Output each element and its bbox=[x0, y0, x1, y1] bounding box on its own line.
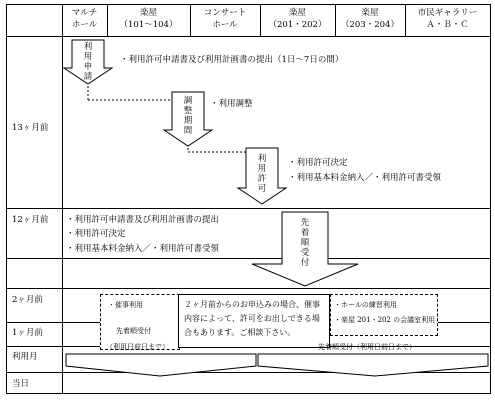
consult-note: ２ヶ月前からのお申込みの場合、催事内容によって、許可をお出しできる場合もあります。ご相談下さい。 bbox=[184, 300, 320, 337]
permit-text-2: ・利用基本料金納入／・利用許可書受領 bbox=[288, 173, 442, 183]
practice-use-line-2: ・楽屋 201・202 の会議室利用 bbox=[334, 316, 436, 324]
adjust-text: ・利用調整 bbox=[210, 99, 253, 109]
right-final-arrow bbox=[258, 354, 488, 376]
row-label-today: 当日 bbox=[12, 379, 30, 389]
month12-line-3: ・利用基本料金納入／・利用許可書受領 bbox=[66, 244, 220, 254]
month12-line-2: ・利用許可決定 bbox=[66, 229, 126, 239]
header-green-room-101: 楽屋 （101〜104） bbox=[119, 8, 178, 30]
header-citizen-gallery: 市民ギャラリー Ａ・Ｂ・Ｃ bbox=[417, 8, 478, 30]
apply-text: ・利用許可申請書及び利用計画書の提出（1日〜7日の間） bbox=[120, 55, 344, 65]
left-final-arrow bbox=[66, 354, 256, 376]
row-label-1-month: 1ヶ月前 bbox=[12, 328, 43, 338]
permit-label: 利用許可 bbox=[257, 154, 267, 194]
row-label-12-months: 12ヶ月前 bbox=[12, 215, 49, 225]
practice-use-line-1: ・ホールの練習利用 bbox=[334, 301, 397, 309]
header-green-room-203: 楽屋 （203・204） bbox=[341, 8, 399, 30]
header-concert-hall: コンサート ホール bbox=[203, 8, 247, 30]
row-label-13-months: 13ヶ月前 bbox=[12, 123, 49, 133]
header-multi-hall: マルチ ホール bbox=[71, 8, 98, 30]
event-use-deadline: （利用日前日まで） bbox=[106, 343, 169, 351]
permit-text-1: ・利用許可決定 bbox=[288, 158, 348, 168]
row-label-use-month: 利用月 bbox=[12, 352, 38, 362]
apply-label: 利用申請 bbox=[83, 42, 93, 82]
practice-use-fcfs: 先着順受付（利用日前日まで） bbox=[318, 343, 416, 351]
month12-line-1: ・利用許可申請書及び利用計画書の提出 bbox=[66, 215, 220, 225]
adjust-label: 調整期間 bbox=[183, 96, 193, 136]
event-use-title: ・催事利用 bbox=[108, 301, 143, 309]
event-use-fcfs: 先着順受付 bbox=[116, 327, 151, 335]
header-green-room-201: 楽屋 （201・202） bbox=[268, 8, 327, 30]
row-label-2-months: 2ヶ月前 bbox=[12, 295, 43, 305]
fcfs-label: 先着順受付 bbox=[300, 218, 310, 268]
